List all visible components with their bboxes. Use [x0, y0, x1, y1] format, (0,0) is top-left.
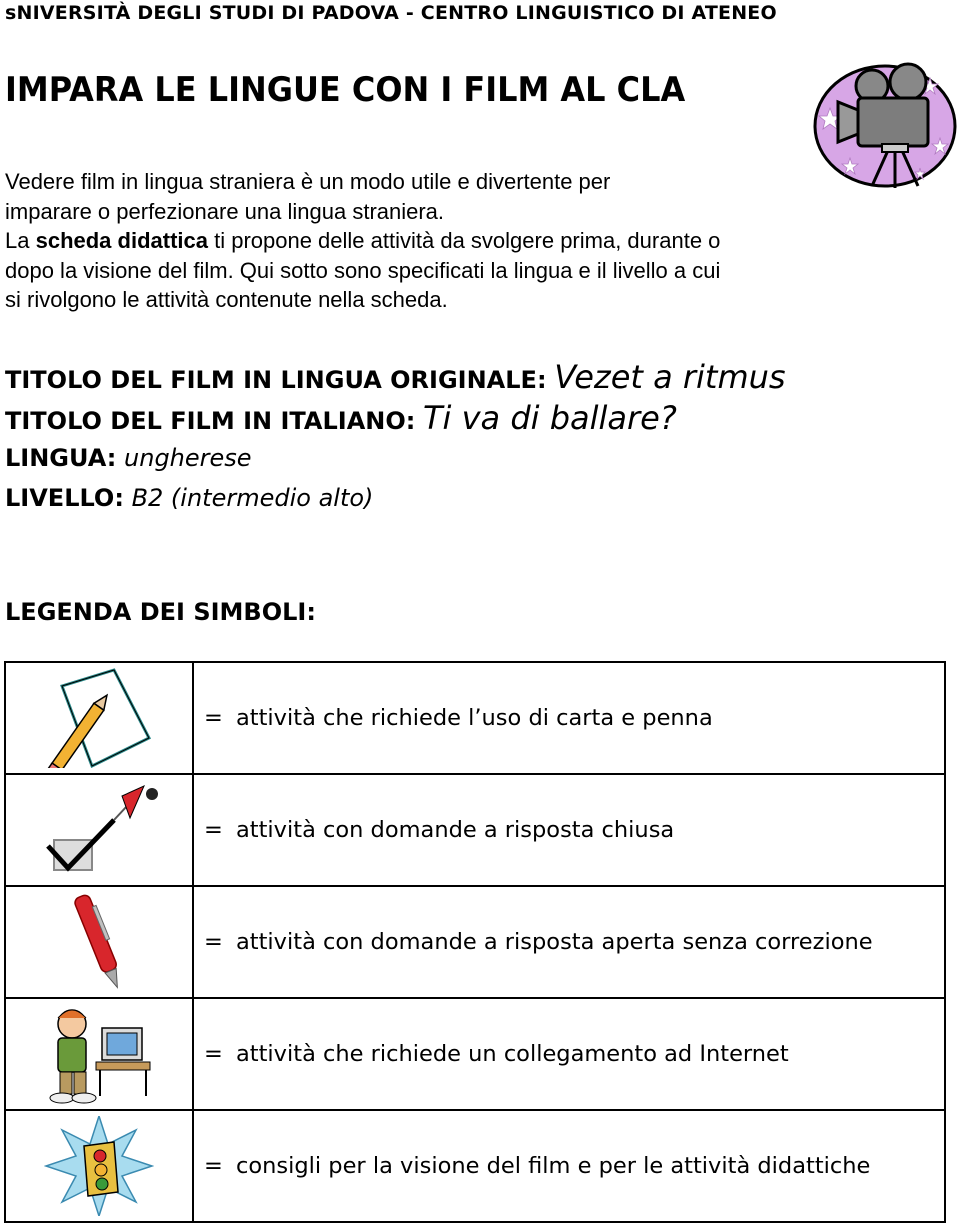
original-title-row — [5, 358, 786, 396]
legend-text-cell — [193, 662, 945, 774]
language-value: ungherese — [124, 444, 252, 472]
legend-description: attività con domande a risposta aperta senza correzione — [236, 929, 873, 955]
legend-text-cell — [193, 886, 945, 998]
intro-text: La — [5, 228, 36, 253]
original-title-value: Vezet a ritmus — [554, 358, 786, 396]
level-row — [5, 484, 373, 512]
equals-sign: = — [204, 817, 223, 843]
intro-line: Vedere film in lingua straniera è un modo utile e divertente per — [5, 169, 611, 194]
equals-sign: = — [204, 705, 223, 731]
intro-line: si rivolgono le attività contenute nella scheda. — [5, 287, 448, 312]
legend-row — [5, 1110, 945, 1222]
legend-icon-cell — [5, 1110, 193, 1222]
legend-heading: LEGENDA DEI SIMBOLI: — [5, 598, 316, 626]
legend-icon-cell — [5, 774, 193, 886]
language-label: LINGUA: — [5, 444, 117, 472]
legend-text-cell — [193, 1110, 945, 1222]
level-label: LIVELLO: — [5, 484, 124, 512]
equals-sign: = — [204, 1041, 223, 1067]
legend-description: consigli per la visione del film e per le attività didattiche — [236, 1153, 871, 1179]
equals-sign: = — [204, 1153, 223, 1179]
intro-paragraph — [5, 167, 935, 315]
legend-row — [5, 998, 945, 1110]
legend-table — [4, 661, 946, 1223]
legend-description: attività con domande a risposta chiusa — [236, 817, 675, 843]
intro-text: ti propone delle attività da svolgere prima, durante o — [207, 228, 721, 253]
equals-sign: = — [204, 929, 223, 955]
legend-icon-cell — [5, 998, 193, 1110]
legend-description: attività che richiede un collegamento ad Internet — [236, 1041, 789, 1067]
level-value: B2 (intermedio alto) — [131, 484, 374, 512]
intro-line: imparare o perfezionare una lingua straniera. — [5, 198, 445, 224]
italian-title-label: TITOLO DEL FILM IN ITALIANO: — [5, 407, 416, 435]
legend-row — [5, 886, 945, 998]
traffic-light-icon — [6, 1116, 192, 1216]
italian-title-row — [5, 399, 677, 437]
paper-pencil-icon — [6, 668, 192, 768]
italian-title-value: Ti va di ballare? — [423, 399, 677, 437]
legend-icon-cell — [5, 662, 193, 774]
intro-line — [5, 226, 935, 256]
page-title: IMPARA LE LINGUE CON I FILM AL CLA — [5, 70, 686, 110]
red-pen-icon — [6, 888, 192, 996]
checkmark-dart-icon — [6, 780, 192, 880]
legend-text-cell — [193, 998, 945, 1110]
scheda-didattica-emphasis: scheda didattica — [35, 228, 208, 253]
legend-description: attività che richiede l’uso di carta e penna — [236, 705, 713, 731]
legend-row — [5, 662, 945, 774]
language-row — [5, 444, 252, 472]
legend-text-cell — [193, 774, 945, 886]
boy-computer-icon — [6, 1000, 192, 1108]
legend-icon-cell — [5, 886, 193, 998]
institution-header: sNIVERSITÀ DEGLI STUDI DI PADOVA - CENTRO LINGUISTICO DI ATENEO — [5, 2, 777, 24]
intro-line: dopo la visione del film. Qui sotto sono specificati la lingua e il livello a cui — [5, 257, 721, 283]
legend-row — [5, 774, 945, 886]
original-title-label: TITOLO DEL FILM IN LINGUA ORIGINALE: — [5, 366, 547, 394]
